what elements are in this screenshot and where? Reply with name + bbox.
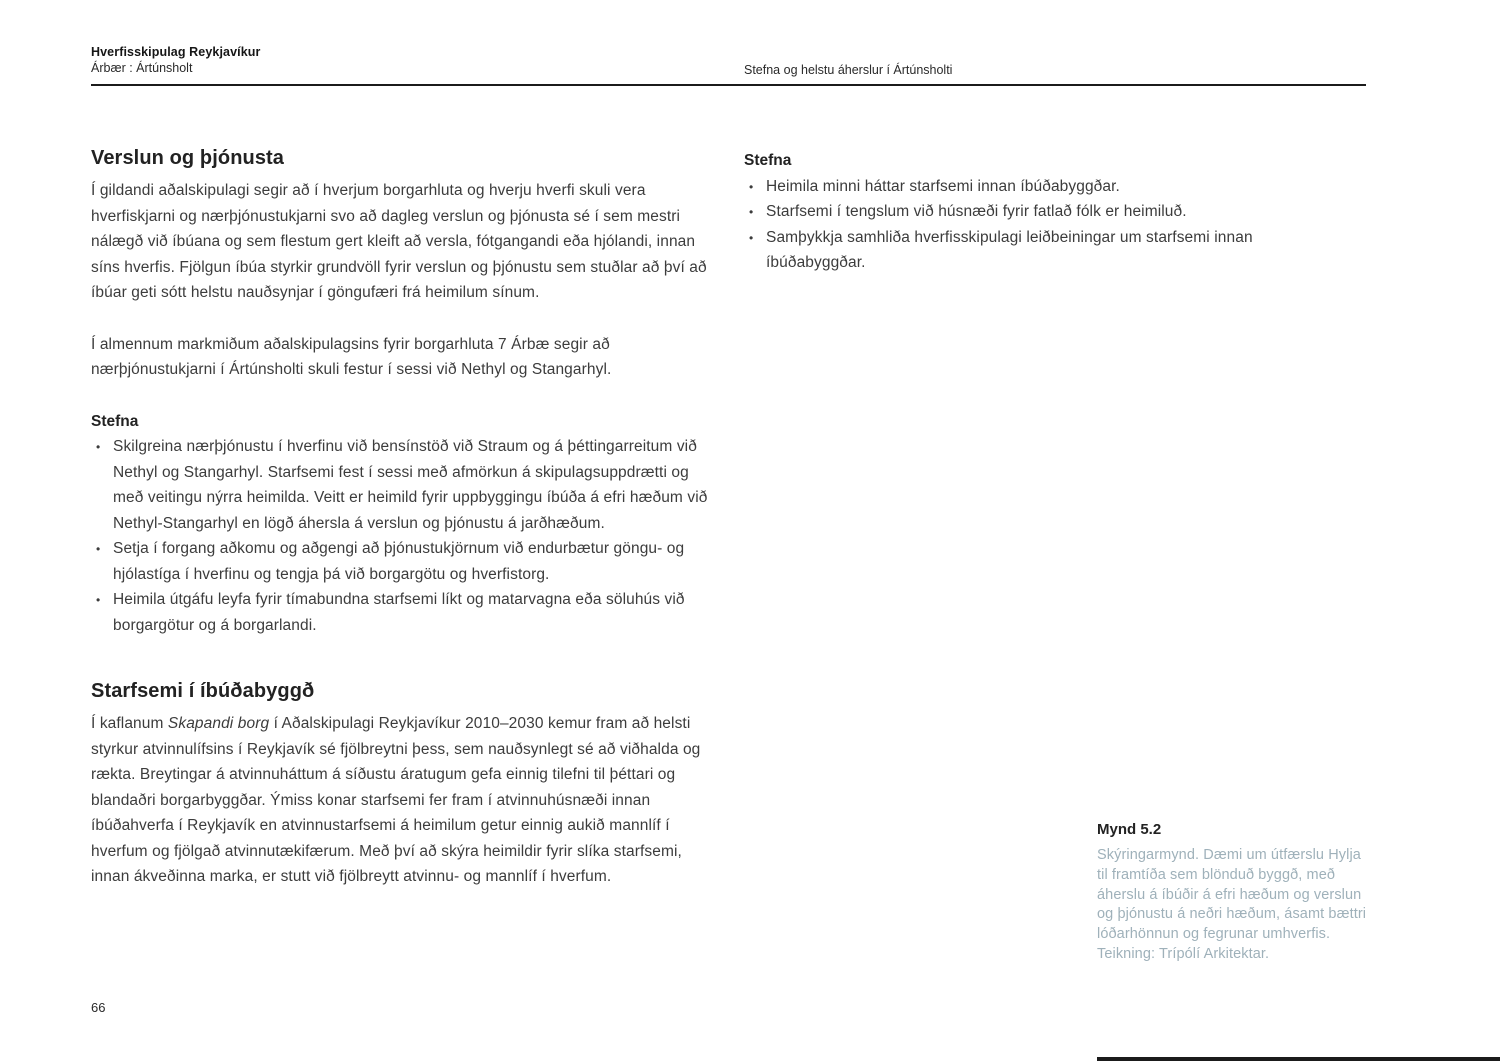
bullet-text: Setja í forgang aðkomu og aðgengi að þjónustukjörnum við endurbætur göngu- og hjólastíga í hverfinu og tengja þá við borgargötu og hverfistorg. — [113, 540, 685, 583]
header-rule — [91, 84, 1366, 86]
header-section-title: Stefna og helstu áherslur í Ártúnsholti — [744, 63, 953, 77]
bullet-dot-icon — [96, 434, 100, 461]
document-title: Hverfisskipulag Reykjavíkur — [91, 45, 261, 59]
paragraph-verslun-2: Í almennum markmiðum aðalskipulagsins fyrir borgarhluta 7 Árbæ segir að nærþjónustukjarni í Ártúnsholti skuli festur í sessi við Nethyl og Stangarhyl. — [91, 335, 612, 378]
bullet-dot-icon — [749, 174, 753, 201]
bullet-item — [744, 225, 1292, 276]
section-heading-verslun-og-thjonusta: Verslun og þjónusta — [91, 147, 285, 169]
bullet-text: Samþykkja samhliða hverfisskipulagi leiðbeiningar um starfsemi innan íbúðabyggðar. — [766, 228, 1253, 271]
bullet-text: Starfsemi í tengslum við húsnæði fyrir fatlað fólk er heimiluð. — [766, 203, 1187, 220]
bullet-dot-icon — [749, 225, 753, 252]
paragraph-starfsemi — [91, 711, 713, 890]
left-column — [91, 145, 713, 890]
stefna-heading-right: Stefna — [744, 152, 792, 169]
figure-top-edge-rule — [1097, 1057, 1500, 1061]
stefna-heading-left: Stefna — [91, 412, 139, 430]
paragraph-verslun-1: Í gildandi aðalskipulagi segir að í hverjum borgarhluta og hverju hverfi skuli vera hverfiskjarni og nærþjónustukjarni svo að dagleg verslun og þjónusta sé í sem mestri nálægð við íbúana og sem flestum gert kleift að versla, fótgangandi eða hjólandi, innan síns hverfis. Fjölgun íbúa styrkir grundvöll fyrir verslun og þjónustu sem stuðlar að því að íbúar geti sótt helstu nauðsynjar í göngufæri frá heimilum sínum. — [91, 182, 707, 301]
right-column — [744, 145, 1292, 276]
bullet-item — [91, 536, 713, 587]
bullet-item — [744, 199, 1292, 225]
page-header — [91, 44, 1366, 76]
page-number: 66 — [91, 1000, 106, 1015]
paragraph-text: Í kaflanum — [91, 715, 168, 732]
italic-term: Skapandi borg — [167, 715, 270, 732]
bullet-text: Skilgreina nærþjónustu í hverfinu við bensínstöð við Straum og á þéttingarreitum við Nethyl og Stangarhyl. Starfsemi fest í sessi með afmörkun á skipulagsuppdrætti og með veitingu nýrra heimilda. Veitt er heimild fyrir uppbyggingu íbúða á efri hæðum við Nethyl-Stangarhyl en lögð áhersla á verslun og þjónustu á jarðhæðum. — [113, 438, 708, 532]
figure-caption-text: Skýringarmynd. Dæmi um útfærslu Hylja til framtíða sem blönduð byggð, með áherslu á íbúðir á efri hæðum og verslun og þjónustu á neðri hæðum, ásamt bættri lóðarhönnun og fegrunar umhverfis. — [1097, 847, 1367, 943]
bullet-text: Heimila útgáfu leyfa fyrir tímabundna starfsemi líkt og matarvagna eða söluhús við borgargötur og á borgarlandi. — [113, 591, 685, 634]
bullet-dot-icon — [749, 199, 753, 226]
bullet-dot-icon — [96, 587, 100, 614]
section-heading-starfsemi: Starfsemi í íbúðabyggð — [91, 680, 315, 702]
figure-label: Mynd 5.2 — [1097, 821, 1162, 838]
bullet-item — [91, 587, 713, 638]
stefna-bullet-list-right — [744, 174, 1292, 276]
header-left — [91, 44, 1366, 76]
bullet-item — [91, 434, 713, 536]
paragraph-text: í Aðalskipulagi Reykjavíkur 2010–2030 kemur fram að helsti styrkur atvinnulífsins í Reykjavík sé fjölbreytni þess, sem nauðsynlegt sé að viðhalda og rækta. Breytingar á atvinnuháttum á síðustu áratugum gefa einnig tilefni til þéttari og blandaðri borgarbyggðar. Ýmiss konar starfsemi fer fram í atvinnuhúsnæði innan íbúðahverfa í Reykjavík en atvinnustarfsemi á heimilum getur einnig aukið mannlíf í hverfum og fjölgað atvinnutækifærum. Með því að skýra heimildir fyrir slíka starfsemi, innan ákveðinna marka, er stutt við fjölbreytt atvinnu- og mannlíf í hverfum. — [91, 715, 701, 885]
figure-caption-block — [1097, 820, 1373, 965]
stefna-bullet-list-left — [91, 434, 713, 638]
document-subtitle: Árbær : Ártúnsholt — [91, 61, 193, 75]
bullet-item — [744, 174, 1292, 200]
figure-credit: Teikning: Trípólí Arkitektar. — [1097, 945, 1270, 962]
bullet-text: Heimila minni háttar starfsemi innan íbúðabyggðar. — [766, 177, 1120, 195]
bullet-dot-icon — [96, 536, 100, 563]
